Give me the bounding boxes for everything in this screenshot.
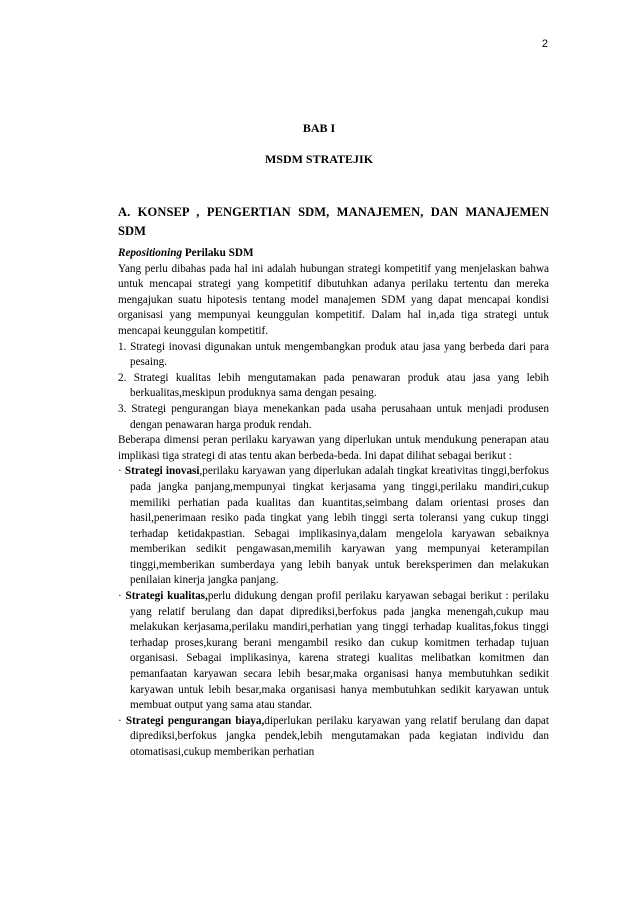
intro-paragraph: Yang perlu dibahas pada hal ini adalah hubungan strategi kompetitif yang menjelaskan bahwa untuk mencapai strategi yang kompetitif dibutuhkan adanya perilaku tertentu dan mereka mengajukan suatu hipotesis tentang model manajemen SDM yang dapat mencapai kondisi organisasi yang mempunyai keunggulan kompetitif. Dalam hal in,ada tiga strategi untuk mencapai keunggulan kompetitif. bbox=[118, 262, 549, 337]
subheading bbox=[118, 246, 549, 262]
numbered-item: 1. Strategi inovasi digunakan untuk mengembangkan produk atau jasa yang berbeda dari para pesaing. bbox=[118, 340, 549, 369]
numbered-item: 2. Strategi kualitas lebih mengutamakan pada penawaran produk atau jasa yang lebih berkualitas,meskipun produknya sama dengan pesaing. bbox=[118, 371, 549, 400]
bullet-text: ,perilaku karyawan yang diperlukan adalah tingkat kreativitas tinggi,berfokus pada jangka panjang,mempunyai tingkat kerjasama yang tinggi,perilaku mandiri,cukup memiliki perhatian pada kualitas dan kuantitas,seimbang dalam orientasi proses dan hasil,penerimaan resiko pada tingkat yang lebih tinggi serta toleransi yang cukup tinggi terhadap ketidakpastian. Sebagai implikasinya,dalam mengelola karyawan sebaiknya memberikan sedikit pengawasan,memilih karyawan yang mempunyai keterampilan tinggi,memberikan sumberdaya yang lebih banyak untuk bereksperimen dan melakukan penilaian kinerja jangka panjang. bbox=[130, 465, 549, 587]
bullet-item bbox=[118, 589, 549, 714]
subheading-rest: Perilaku SDM bbox=[182, 247, 254, 259]
bullet-label: Strategi kualitas, bbox=[125, 590, 208, 603]
paragraph: Beberapa dimensi peran perilaku karyawan yang diperlukan untuk mendukung penerapan atau implikasi tiga strategi di atas tentu akan berbeda-beda. Ini dapat dilihat sebagai berikut : bbox=[118, 434, 549, 462]
bullet-marker: · bbox=[118, 590, 126, 603]
page-title: MSDM STRATEJIK bbox=[264, 152, 374, 166]
bullet-label: Strategi inovasi bbox=[124, 465, 200, 478]
bullet-label: Strategi pengurangan biaya, bbox=[125, 714, 265, 727]
numbered-item: 3. Strategi pengurangan biaya menekankan pada usaha perusahaan untuk menjadi produsen dengan penawaran harga produk rendah. bbox=[118, 402, 549, 431]
bullet-text: perlu didukung dengan profil perilaku karyawan sebagai berikut : perilaku yang relatif berulang dan dapat diprediksi,berfokus pada jangka menengah,cukup mau melakukan kerjasama,perilaku mandiri,perhatian yang tinggi terhadap kualitas,fokus tinggi terhadap proses,kurang berani mengambil resiko dan cukup komitmen terhadap tujuan organisasi. Sebagai implikasinya, karena strategi kualitas melibatkan komitmen dan pemanfaatan karyawan secara lebih besar,maka organisasi hanya membutuhkan sedikit karyawan untuk lebih besar,maka organisasi hanya membutuhkan sedikit karyawan untuk membuat output yang sama atau standar. bbox=[130, 590, 549, 712]
section-heading: A. KONSEP , PENGERTIAN SDM, MANAJEMEN, DAN MANAJEMEN SDM bbox=[118, 205, 549, 238]
body-text bbox=[118, 246, 549, 761]
bullet-marker: · bbox=[118, 465, 125, 478]
page-number: 2 bbox=[541, 38, 548, 50]
subheading-italic: Repositioning bbox=[118, 247, 183, 259]
bullet-text: diperlukan perilaku karyawan yang relatif berulang dan dapat diprediksi,berfokus jangka pendek,lebih mengutamakan pada kegiatan individu dan otomatisasi,cukup memberikan perhatian bbox=[130, 714, 550, 758]
bullet-item bbox=[118, 714, 549, 761]
bullet-marker: · bbox=[118, 714, 126, 727]
chapter-label: BAB I bbox=[302, 121, 336, 135]
bullet-item bbox=[118, 464, 549, 589]
